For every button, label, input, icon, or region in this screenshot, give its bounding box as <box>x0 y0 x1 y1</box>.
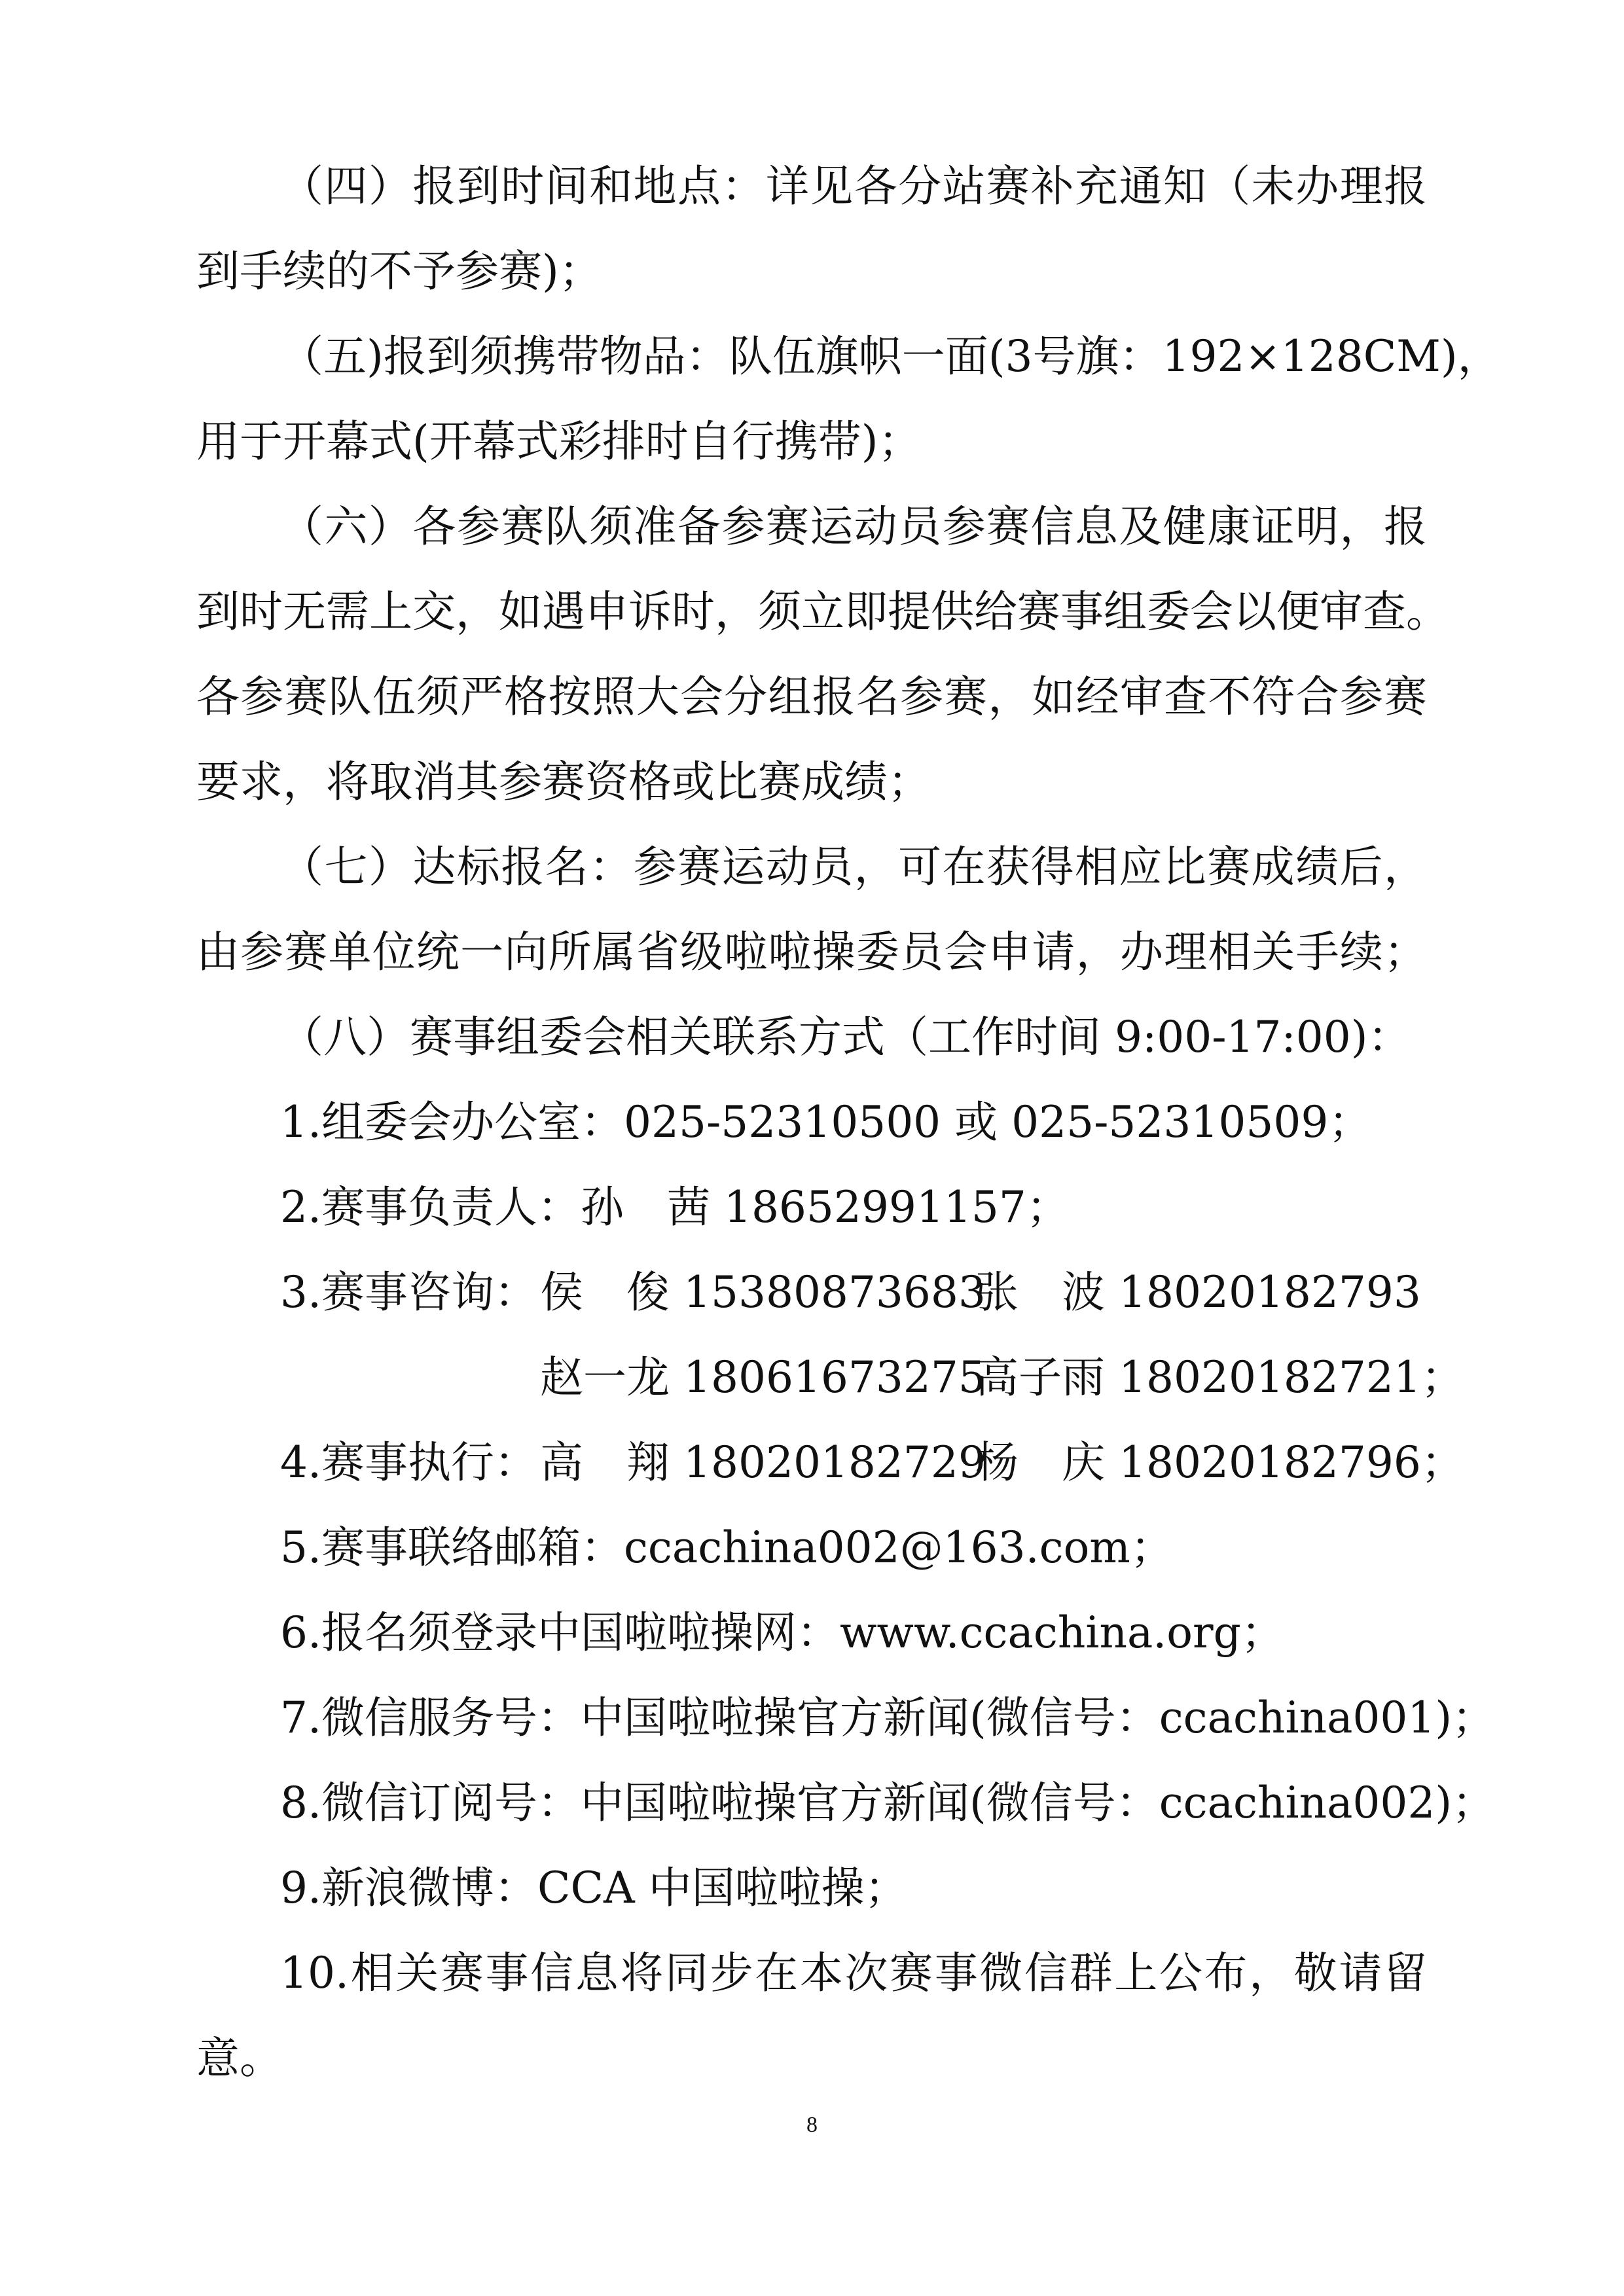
contact-consult-row-1 <box>196 1250 1427 1335</box>
paragraph-6-line-4: 要求，将取消其参赛资格或比赛成绩； <box>196 757 931 807</box>
exec-person-1: 高 翔 18020182729 <box>540 1437 986 1488</box>
paragraph-7-line-1: （七）达标报名：参赛运动员，可在获得相应比赛成绩后， <box>280 842 1427 892</box>
exec-label: 4.赛事执行： <box>280 1437 537 1488</box>
paragraph-5-line-1: （五)报到须携带物品：队伍旗帜一面(3号旗：192×128CM)， <box>280 331 1501 382</box>
contact-wechat-service: 7.微信服务号：中国啦啦操官方新闻(微信号：ccachina001)； <box>280 1693 1496 1743</box>
consult-person-2: 张 波 18020182793 <box>975 1267 1421 1318</box>
notice-line-2: 意。 <box>196 2033 283 2083</box>
document-body <box>196 144 1501 2101</box>
paragraph-6-line-2: 到时无需上交，如遇申诉时，须立即提供给赛事组委会以便审查。 <box>196 586 1449 637</box>
paragraph-7-line-2: 由参赛单位统一向所属省级啦啦操委员会申请，办理相关手续； <box>196 927 1427 977</box>
contact-website: 6.报名须登录中国啦啦操网：www.ccachina.org； <box>280 1607 1284 1658</box>
exec-person-2: 杨 庆 18020182796； <box>975 1437 1464 1488</box>
contact-leader: 2.赛事负责人：孙 茜 18652991157； <box>280 1182 1070 1232</box>
consult-person-1: 侯 俊 15380873683 <box>540 1267 986 1318</box>
page-number: 8 <box>806 2113 818 2137</box>
consult-label: 3.赛事咨询： <box>280 1267 537 1318</box>
contact-email: 5.赛事联络邮箱：ccachina002@163.com； <box>280 1522 1174 1573</box>
paragraph-4-line-2: 到手续的不予参赛)； <box>196 246 602 296</box>
paragraph-6-line-3: 各参赛队伍须严格按照大会分组报名参赛，如经审查不符合参赛 <box>196 672 1427 722</box>
consult-person-4: 高子雨 18020182721； <box>975 1352 1464 1403</box>
contact-weibo: 9.新浪微博：CCA 中国啦啦操； <box>280 1863 908 1913</box>
notice-line-1: 10.相关赛事信息将同步在本次赛事微信群上公布，敬请留 <box>280 1948 1427 1998</box>
paragraph-5-line-2: 用于开幕式(开幕式彩排时自行携带)； <box>196 416 922 467</box>
consult-person-3: 赵一龙 18061673275 <box>540 1352 986 1403</box>
paragraph-6-line-1: （六）各参赛队须准备参赛运动员参赛信息及健康证明，报 <box>280 501 1427 552</box>
contact-consult-row-2 <box>196 1335 1464 1420</box>
paragraph-4-line-1: （四）报到时间和地点：详见各分站赛补充通知（未办理报 <box>280 161 1427 211</box>
contact-office: 1.组委会办公室：025-52310500 或 025-52310509； <box>280 1097 1372 1147</box>
contact-wechat-subscription: 8.微信订阅号：中国啦啦操官方新闻(微信号：ccachina002)； <box>280 1778 1496 1828</box>
contact-exec-row <box>196 1420 1464 1505</box>
paragraph-8-line-1: （八）赛事组委会相关联系方式（工作时间 9:00-17:00)： <box>280 1012 1411 1062</box>
